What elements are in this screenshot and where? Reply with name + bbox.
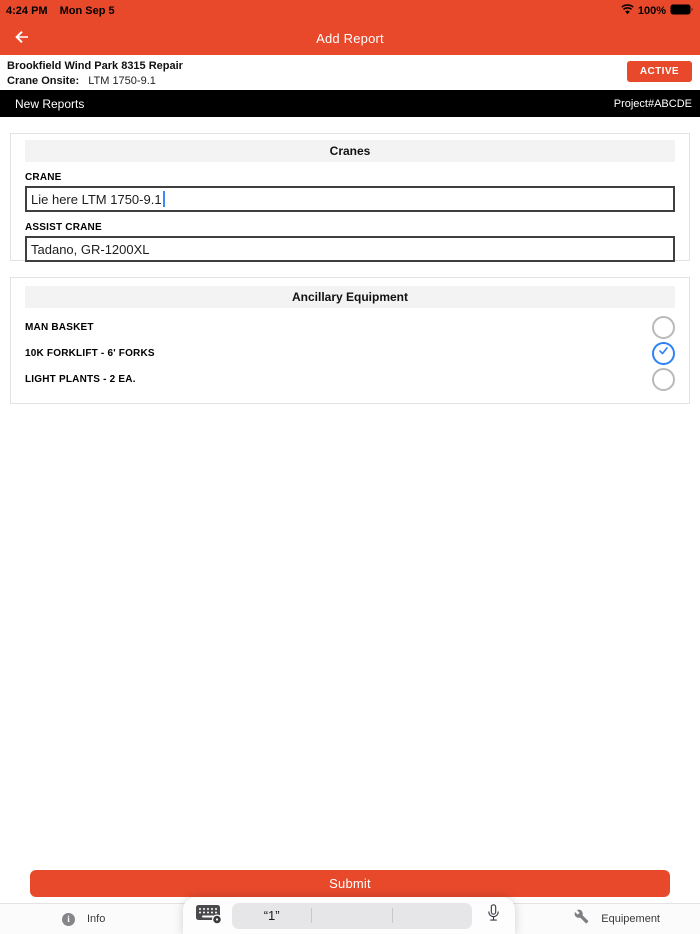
mic-icon (486, 903, 501, 929)
ancillary-row-light-plants[interactable] (25, 366, 675, 392)
cranes-section (10, 133, 690, 261)
battery-percent: 100% (637, 5, 666, 17)
ancillary-row-man-basket[interactable] (25, 314, 675, 340)
keyboard-accessory-bar (183, 897, 515, 934)
assist-crane-field-label: ASSIST CRANE (25, 222, 102, 233)
project-name: Brookfield Wind Park 8315 Repair (7, 60, 183, 72)
predictive-text-strip (232, 903, 472, 929)
text-cursor (163, 191, 165, 207)
assist-crane-input-value: Tadano, GR-1200XL (31, 241, 150, 257)
suggestion-3[interactable] (393, 903, 472, 929)
status-date: Mon Sep 5 (59, 5, 115, 17)
suggestion-1[interactable]: “1” (263, 908, 280, 923)
nav-bar (0, 22, 700, 55)
crane-input[interactable] (25, 186, 675, 212)
wrench-icon (574, 909, 589, 929)
keyboard-toggle-button[interactable] (194, 903, 222, 929)
ancillary-item-label: MAN BASKET (25, 321, 94, 333)
wifi-icon (621, 4, 634, 18)
cranes-section-title: Cranes (25, 140, 675, 162)
crane-field-label: CRANE (25, 172, 62, 183)
status-badge: ACTIVE (627, 61, 692, 82)
reports-bar (0, 90, 700, 117)
keyboard-icon (195, 903, 222, 929)
ancillary-item-label: 10K FORKLIFT - 6' FORKS (25, 347, 155, 359)
crane-input-value: Lie here LTM 1750-9.1 (31, 191, 162, 207)
ancillary-item-label: LIGHT PLANTS - 2 EA. (25, 373, 136, 385)
info-icon: i (62, 913, 75, 926)
suggestion-2[interactable] (312, 903, 391, 929)
ancillary-radio[interactable] (652, 368, 675, 391)
status-time: 4:24 PM (6, 5, 48, 17)
ancillary-radio[interactable] (652, 316, 675, 339)
project-number: Project#ABCDE (613, 97, 692, 110)
equipment-tab[interactable] (574, 904, 660, 934)
battery-icon (670, 4, 694, 18)
status-bar (0, 0, 700, 22)
ancillary-radio-checked[interactable] (652, 342, 675, 365)
equipment-tab-label: Equipement (601, 913, 660, 925)
dictation-button[interactable] (482, 903, 504, 929)
crane-onsite-label: Crane Onsite: (7, 75, 80, 87)
page-title: Add Report (316, 31, 384, 46)
check-icon (657, 344, 670, 362)
ancillary-row-forklift[interactable] (25, 340, 675, 366)
crane-onsite-value: LTM 1750-9.1 (88, 75, 156, 87)
assist-crane-input[interactable] (25, 236, 675, 262)
ancillary-section (10, 277, 690, 404)
reports-bar-title: New Reports (15, 96, 85, 111)
project-header (0, 55, 700, 90)
info-tab[interactable] (62, 904, 105, 934)
ancillary-section-title: Ancillary Equipment (25, 286, 675, 308)
info-tab-label: Info (87, 913, 106, 925)
submit-button[interactable]: Submit (30, 870, 670, 897)
